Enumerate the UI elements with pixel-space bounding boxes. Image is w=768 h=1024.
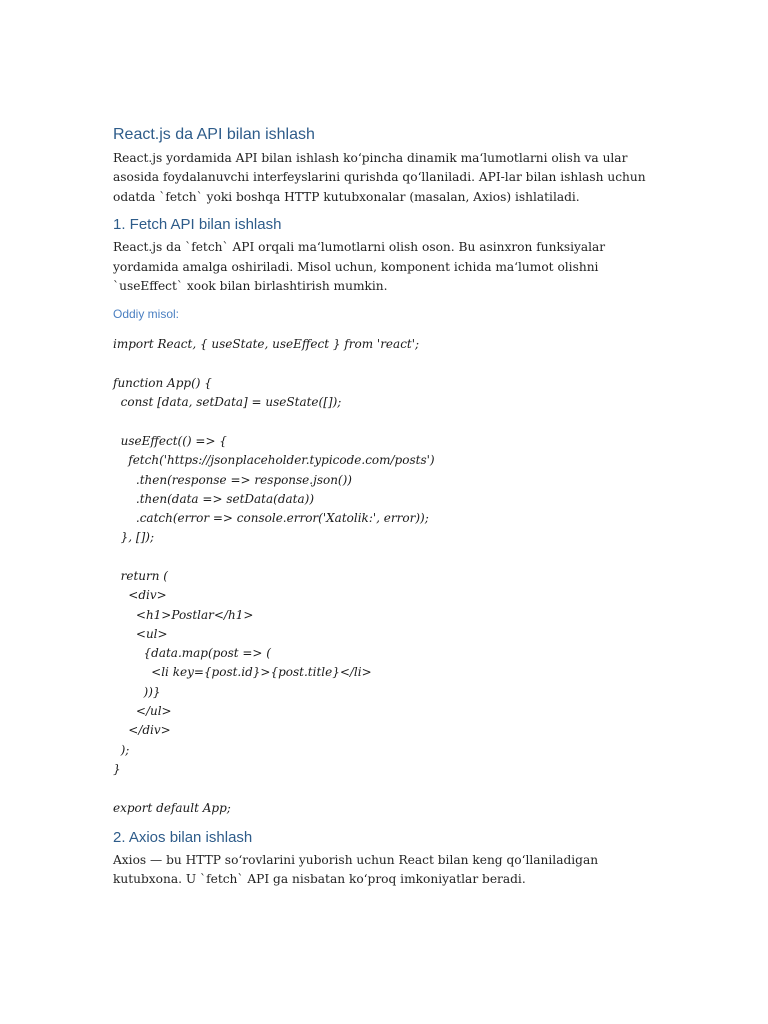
spacer — [113, 818, 658, 828]
spacer — [113, 322, 658, 335]
intro-paragraph: React.js yordamida API bilan ishlash ko‘pincha dinamik ma‘lumotlarni olish va ular asosida foydalanuvchi interfeyslarini qurishda qo‘llaniladi. API-lar bilan ishlash uchun odatda `fetch` yoki boshqa HTTP kutubxonalar (masalan, Axios) ishlatiladi. — [113, 151, 646, 204]
section-2-heading: 2. Axios bilan ishlash — [113, 828, 253, 846]
section-1-heading: 1. Fetch API bilan ishlash — [113, 216, 282, 234]
example-label: Oddiy misol: — [113, 307, 180, 322]
spacer — [113, 296, 658, 306]
spacer — [113, 207, 658, 215]
section-1-paragraph: React.js da `fetch` API orqali ma‘lumotlarni olish oson. Bu asinxron funksiyalar yordamida amalga oshiriladi. Misol uchun, komponent ichida ma‘lumot olishni `useEffect` xook bilan birlashtirish mumkin. — [113, 240, 606, 294]
code-example: import React, { useState, useEffect } from 'react'; function App() { const [data, setData] = useState([]); useEffect(() => { fetch('https://jsonplaceholder.typicode.com/posts') .then(response => response.json()) .then(data => setData(data)) .catch(error => console.error('Xatolik:', error)); }, []); return ( <div> <h1>Postlar</h1> <ul> {data.map(post => ( <li key={post.id}>{post.title}</li> ))} </ul> </div> ); } export default App; — [113, 337, 435, 815]
document-title: React.js da API bilan ishlash — [113, 126, 315, 143]
section-2-paragraph: Axios — bu HTTP so‘rovlarini yuborish uchun React bilan keng qo‘llaniladigan kutubxona. U `fetch` API ga nisbatan ko‘proq imkoniyatlar beradi. — [113, 852, 599, 887]
